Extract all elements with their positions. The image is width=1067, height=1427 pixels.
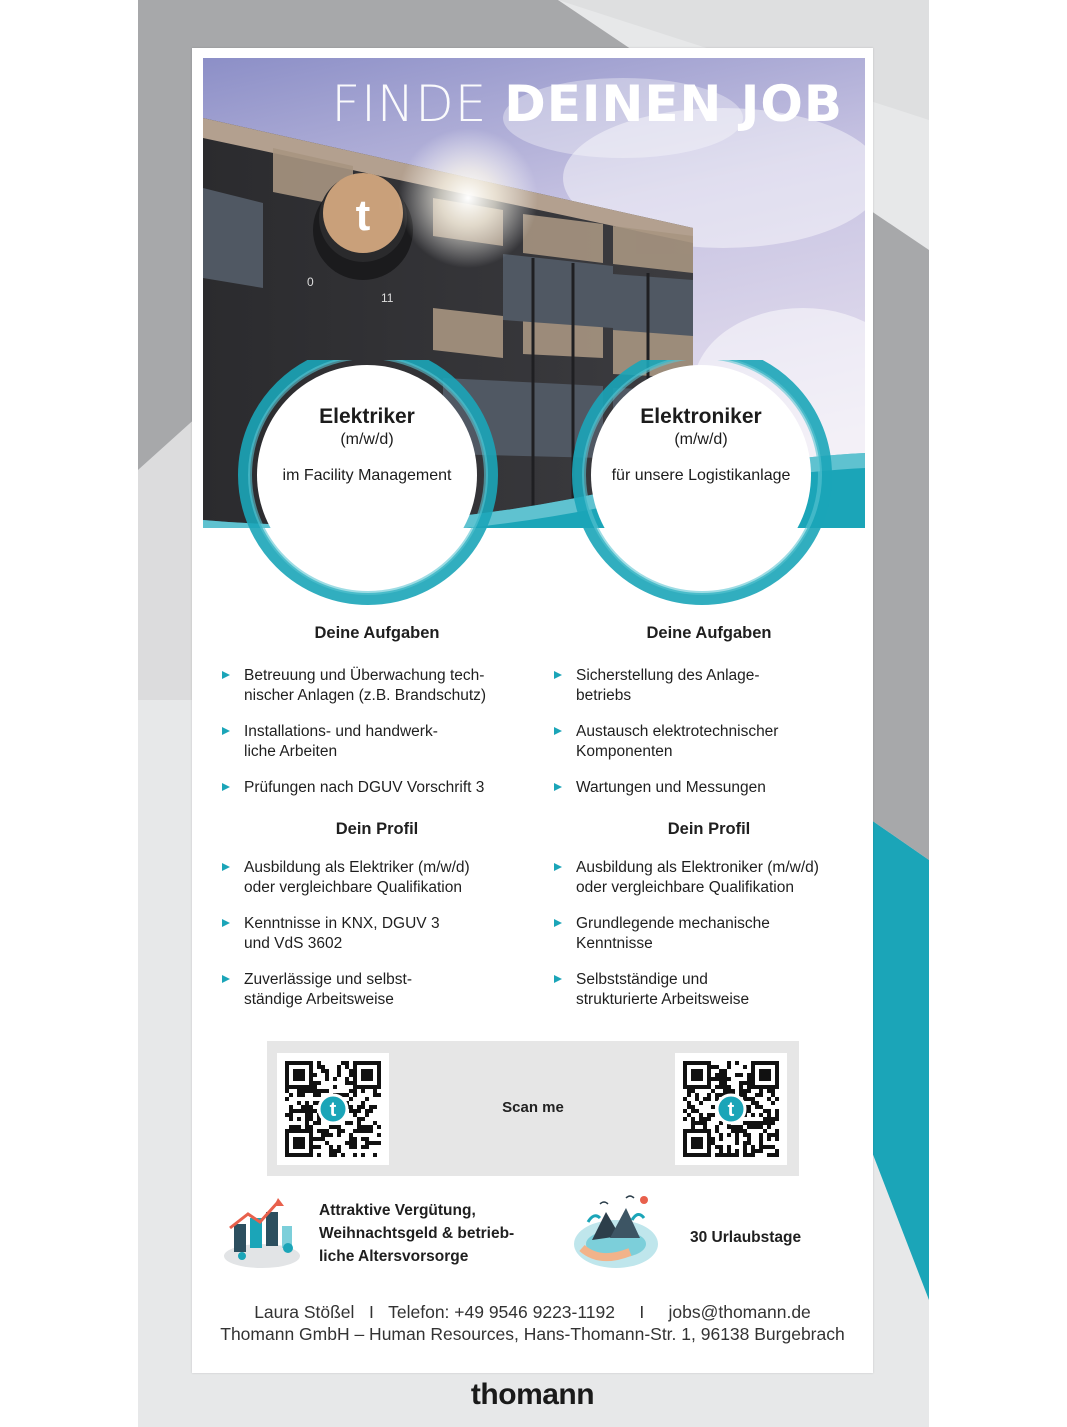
tasks-list — [554, 666, 864, 814]
list-item: Ausbildung als Elektriker (m/w/d) oder vergleichbare Qualifikation — [222, 858, 532, 914]
profile-list — [554, 858, 864, 1010]
island-vacation-icon — [570, 1192, 662, 1274]
profile-list — [222, 858, 532, 1010]
contact-line-1: Laura Stößel I Telefon: +49 9546 9223-1192 I jobs@thomann.de — [254, 1302, 811, 1322]
qr-code-icon — [285, 1061, 381, 1157]
bullet-arrow-icon — [222, 671, 230, 679]
qr-logo-letter: t — [727, 1099, 735, 1121]
job-subtitle: für unsere Logistikanlage — [611, 467, 791, 484]
headline-light: FINDE — [331, 75, 505, 133]
job-circle-elektriker — [257, 365, 477, 585]
scan-me-label: Scan me — [502, 1099, 564, 1116]
list-item: Betreuung und Überwachung tech- nischer Anlagen (z.B. Brandschutz) — [222, 666, 532, 722]
qr-section — [267, 1041, 799, 1176]
list-item: Zuverlässige und selbst- ständige Arbeitsweise — [222, 970, 532, 1010]
bullet-arrow-icon — [222, 919, 230, 927]
headline — [203, 74, 843, 134]
job-subtitle: im Facility Management — [282, 467, 452, 484]
bullet-arrow-icon — [222, 863, 230, 871]
headline-bold: DEINEN JOB — [504, 75, 843, 133]
bullet-arrow-icon — [554, 727, 562, 735]
job-title: Elektriker — [319, 405, 415, 428]
bullet-arrow-icon — [222, 783, 230, 791]
bullet-arrow-icon — [554, 975, 562, 983]
list-item: Wartungen und Messungen — [554, 778, 864, 814]
list-item: Sicherstellung des Anlage- betriebs — [554, 666, 864, 722]
tasks-list — [222, 666, 532, 814]
job-circle-elektroniker — [591, 365, 811, 585]
dial-zero: 0 — [307, 275, 314, 289]
list-item: Selbstständige und strukturierte Arbeitsweise — [554, 970, 864, 1010]
job-gender: (m/w/d) — [674, 431, 728, 448]
qr-code-elektriker[interactable] — [277, 1053, 389, 1165]
list-item: Prüfungen nach DGUV Vorschrift 3 — [222, 778, 532, 814]
profile-title: Dein Profil — [335, 820, 419, 838]
bullet-arrow-icon — [222, 727, 230, 735]
job-gender: (m/w/d) — [340, 431, 394, 448]
profile-title: Dein Profil — [667, 820, 751, 838]
thomann-logo — [192, 1378, 873, 1412]
hero-logo-letter: t — [355, 191, 371, 240]
benefit-vacation: 30 Urlaubstage — [690, 1229, 802, 1246]
dial-eleven: 11 — [381, 291, 394, 305]
benefit-pay: Attraktive Vergütung, Weihnachtsgeld & betrieb- liche Altersvorsorge — [319, 1202, 515, 1265]
logo-text: thomann — [470, 1378, 595, 1411]
bullet-arrow-icon — [222, 975, 230, 983]
column-elektriker — [222, 622, 532, 1010]
contact-line-2: Thomann GmbH – Human Resources, Hans-Thomann-Str. 1, 96138 Burgebrach — [220, 1324, 845, 1344]
bullet-arrow-icon — [554, 863, 562, 871]
list-item: Austausch elektrotechnischer Komponenten — [554, 722, 864, 778]
job-title: Elektroniker — [640, 405, 762, 428]
finance-chart-icon — [222, 1198, 304, 1270]
list-item: Kenntnisse in KNX, DGUV 3 und VdS 3602 — [222, 914, 532, 970]
column-elektroniker — [554, 622, 864, 1010]
bullet-arrow-icon — [554, 783, 562, 791]
tasks-title: Deine Aufgaben — [646, 624, 772, 642]
list-item: Installations- und handwerk- liche Arbeiten — [222, 722, 532, 778]
qr-code-icon — [683, 1061, 779, 1157]
list-item: Grundlegende mechanische Kenntnisse — [554, 914, 864, 970]
list-item: Ausbildung als Elektroniker (m/w/d) oder vergleichbare Qualifikation — [554, 858, 864, 914]
bullet-arrow-icon — [554, 919, 562, 927]
bullet-arrow-icon — [554, 671, 562, 679]
qr-code-elektroniker[interactable] — [675, 1053, 787, 1165]
tasks-title: Deine Aufgaben — [314, 624, 440, 642]
qr-logo-letter: t — [329, 1099, 337, 1121]
